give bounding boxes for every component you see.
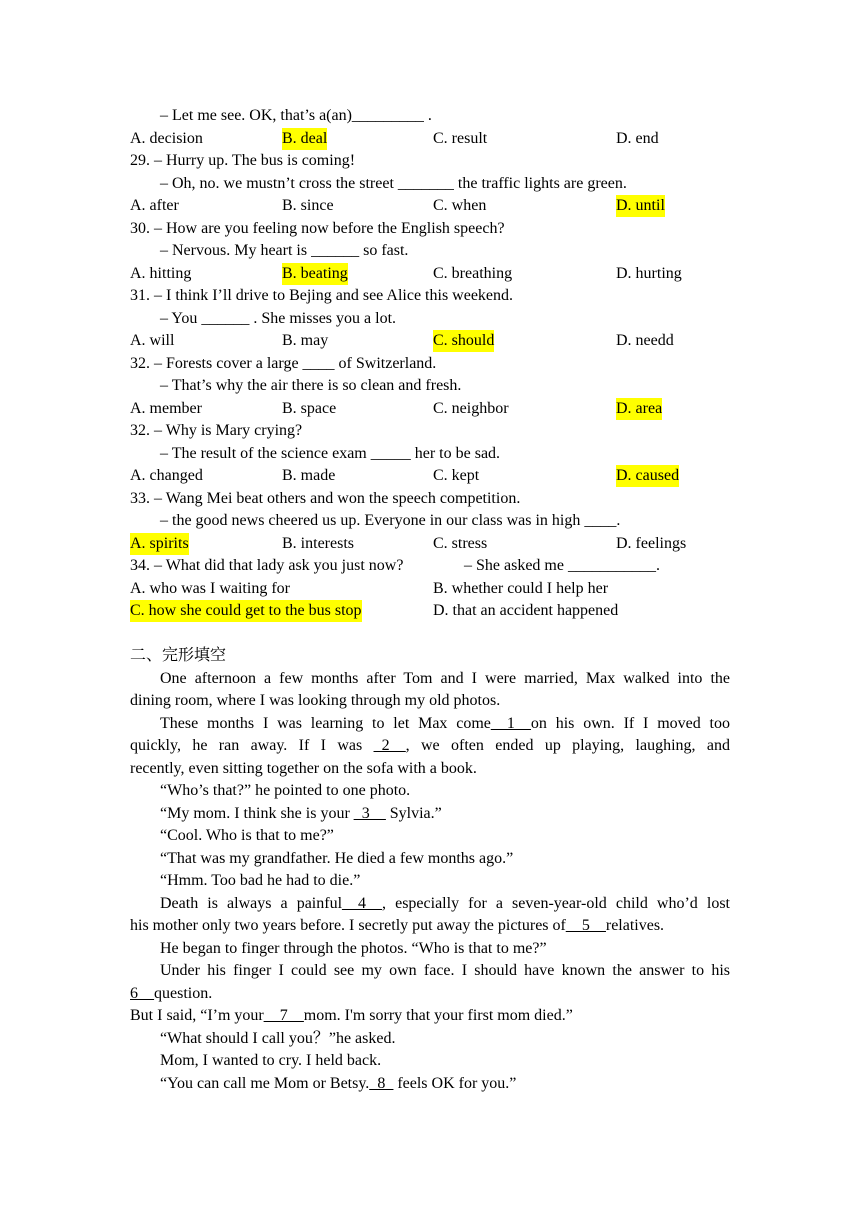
option-a: A. after xyxy=(130,197,179,214)
option-row xyxy=(130,465,730,487)
option-d: D. that an accident happened xyxy=(433,602,619,619)
option-a: A. member xyxy=(130,400,202,417)
blank-2: _2__ xyxy=(373,737,406,754)
passage-line: Mom, I wanted to cry. I held back. xyxy=(160,1052,382,1069)
text: relatives. xyxy=(605,917,665,934)
passage-line: Under his finger I could see my own face. I should have known the answer to his xyxy=(160,962,730,979)
option-d-answer: D. area xyxy=(616,398,662,420)
section-title: 二、完形填空 xyxy=(130,647,227,664)
option-c: C. result xyxy=(433,130,488,147)
passage-line: One afternoon a few months after Tom and I were married, Max walked into the xyxy=(160,670,730,687)
question-line: – the good news cheered us up. Everyone in our class was in high ____. xyxy=(160,512,621,529)
option-c: C. kept xyxy=(433,467,480,484)
passage-line xyxy=(130,983,730,1005)
passage-line xyxy=(130,915,730,937)
q34-question: 34. – What did that lady ask you just now? xyxy=(130,557,404,574)
option-row xyxy=(130,330,730,352)
passage-line: “Cool. Who is that to me?” xyxy=(160,827,334,844)
passage-line xyxy=(160,1073,730,1095)
option-b: B. space xyxy=(282,400,337,417)
option-d-answer: D. until xyxy=(616,195,665,217)
option-c-answer: C. how she could get to the bus stop xyxy=(130,600,362,622)
text: “You can call me Mom or Betsy. xyxy=(160,1075,370,1092)
text: feels OK for you.” xyxy=(393,1075,517,1092)
passage-line: “Hmm. Too bad he had to die.” xyxy=(160,872,361,889)
text: , we often ended up playing, laughing, and xyxy=(405,737,730,754)
blank-5: __5__ xyxy=(565,917,606,934)
question-line: 32. – Why is Mary crying? xyxy=(130,422,303,439)
option-a: A. decision xyxy=(130,130,203,147)
option-b: B. made xyxy=(282,467,336,484)
passage-line: recently, even sitting together on the sofa with a book. xyxy=(130,760,477,777)
text: quickly, he ran away. If I was xyxy=(130,737,374,754)
option-row xyxy=(130,578,730,600)
text: Sylvia.” xyxy=(385,805,442,822)
option-c: C. stress xyxy=(433,535,488,552)
text: his mother only two years before. I secretly put away the pictures of xyxy=(130,917,566,934)
option-c-answer: C. should xyxy=(433,330,494,352)
text: on his own. If I moved too xyxy=(530,715,731,732)
option-d: D. feelings xyxy=(616,535,687,552)
question-line: 33. – Wang Mei beat others and won the speech competition. xyxy=(130,490,521,507)
blank-3: _3__ xyxy=(353,805,386,822)
blank-7: __7__ xyxy=(263,1007,304,1024)
passage-line xyxy=(160,893,730,915)
text: , especially for a seven-year-old child who’d lost xyxy=(382,895,730,912)
option-b: B. interests xyxy=(282,535,354,552)
question-line: 32. – Forests cover a large ____ of Switzerland. xyxy=(130,355,437,372)
q34-reply: – She asked me ___________. xyxy=(464,557,660,574)
passage-line: “That was my grandfather. He died a few months ago.” xyxy=(160,850,514,867)
option-row xyxy=(130,600,730,622)
option-a: A. will xyxy=(130,332,175,349)
text: mom. I'm sorry that your first mom died.” xyxy=(303,1007,573,1024)
option-c: C. when xyxy=(433,197,487,214)
option-row xyxy=(130,398,730,420)
option-a: A. changed xyxy=(130,467,203,484)
option-row xyxy=(130,195,730,217)
passage-line xyxy=(130,1005,730,1027)
question-line xyxy=(130,555,730,577)
option-d: D. needd xyxy=(616,332,674,349)
passage-line xyxy=(130,735,730,757)
question-line: 30. – How are you feeling now before the English speech? xyxy=(130,220,505,237)
option-a: A. hitting xyxy=(130,265,192,282)
blank-6: 6__ xyxy=(130,985,154,1002)
blank-1: __1__ xyxy=(490,715,531,732)
text: “My mom. I think she is your xyxy=(160,805,354,822)
option-b-answer: B. beating xyxy=(282,263,348,285)
option-row xyxy=(130,128,730,150)
question-line: – You ______ . She misses you a lot. xyxy=(160,310,397,327)
blank-4: __4__ xyxy=(342,895,383,912)
question-line: 29. – Hurry up. The bus is coming! xyxy=(130,152,356,169)
option-d: D. end xyxy=(616,130,659,147)
question-line: 31. – I think I’ll drive to Bejing and see Alice this weekend. xyxy=(130,287,514,304)
text: Death is always a painful xyxy=(160,895,343,912)
option-a: A. who was I waiting for xyxy=(130,580,290,597)
option-c: C. neighbor xyxy=(433,400,509,417)
text: question. xyxy=(154,985,213,1002)
question-line: – The result of the science exam _____ her to be sad. xyxy=(160,445,501,462)
option-row xyxy=(130,263,730,285)
option-d: D. hurting xyxy=(616,265,682,282)
question-line: – Nervous. My heart is ______ so fast. xyxy=(160,242,409,259)
option-b-answer: B. deal xyxy=(282,128,327,150)
passage-line: dining room, where I was looking through my old photos. xyxy=(130,692,501,709)
option-b: B. may xyxy=(282,332,329,349)
option-c: C. breathing xyxy=(433,265,513,282)
passage-line xyxy=(160,713,730,735)
question-line: – That’s why the air there is so clean and fresh. xyxy=(160,377,462,394)
option-row xyxy=(130,533,730,555)
option-a-answer: A. spirits xyxy=(130,533,189,555)
passage-line: “Who’s that?” he pointed to one photo. xyxy=(160,782,411,799)
passage-line: “What should I call you？”he asked. xyxy=(160,1030,396,1047)
passage-line: He began to finger through the photos. “Who is that to me?” xyxy=(160,940,547,957)
blank-8: _8_ xyxy=(369,1075,394,1092)
option-d-answer: D. caused xyxy=(616,465,679,487)
passage-line xyxy=(160,803,730,825)
text: These months I was learning to let Max come xyxy=(160,715,491,732)
question-line: – Oh, no. we mustn’t cross the street _______ the traffic lights are green. xyxy=(160,175,627,192)
question-line: – Let me see. OK, that’s a(an)_________ . xyxy=(160,107,432,124)
option-b: B. since xyxy=(282,197,334,214)
text: But I said, “I’m your xyxy=(130,1007,264,1024)
option-b: B. whether could I help her xyxy=(433,580,609,597)
